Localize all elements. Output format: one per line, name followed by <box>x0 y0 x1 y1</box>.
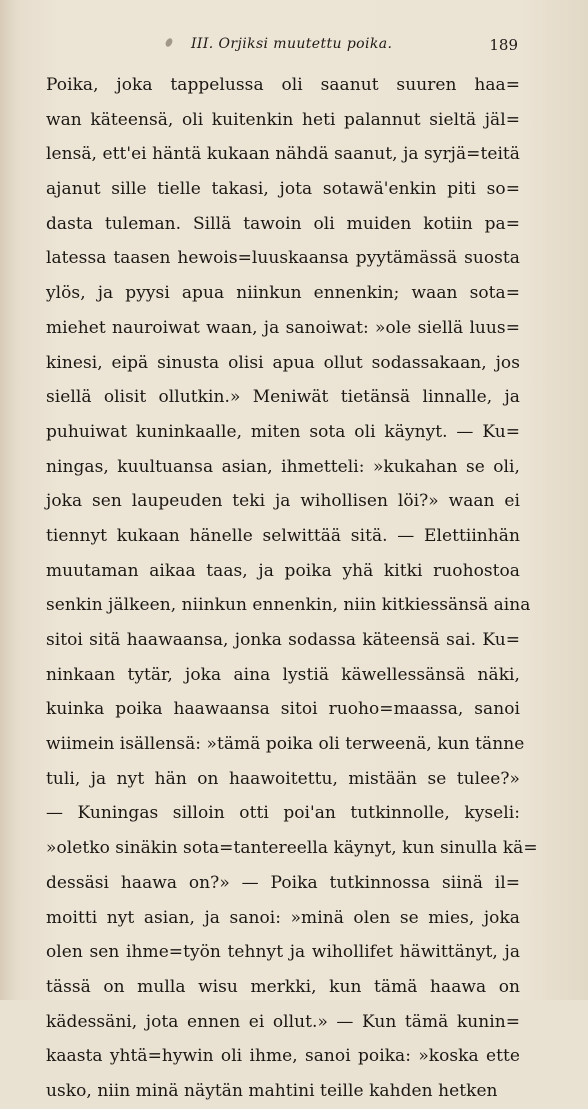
body-text <box>46 68 538 1109</box>
text-line: kinesi, eipä sinusta olisi apua ollut sodassakaan, jos <box>46 352 520 373</box>
page-header <box>0 36 588 56</box>
text-line: ninkaan tytär, joka aina lystiä käwellessänsä näki, <box>46 664 520 685</box>
text-line: latessa taasen hewois=luuskaansa pyytämässä suosta <box>46 248 520 269</box>
text-line: ningas, kuultuansa asian, ihmetteli: »kukahan se oli, <box>46 456 520 477</box>
text-line: moitti nyt asian, ja sanoi: »minä olen se mies, joka <box>46 907 520 928</box>
text-line: Poika, joka tappelussa oli saanut suuren haa= <box>46 75 520 95</box>
text-line: wiimein isällensä: »tämä poika oli terweenä, kun tänne <box>46 734 525 755</box>
text-line: dasta tuleman. Sillä tawoin oli muiden kotiin pa= <box>46 213 520 234</box>
text-line: usko, niin minä näytän mahtini teille kahden hetken <box>46 1080 498 1101</box>
text-line: puhuiwat kuninkaalle, miten sota oli käynyt. — Ku= <box>46 421 520 442</box>
text-line: joka sen laupeuden teki ja wihollisen löi?» waan ei <box>46 491 520 512</box>
running-head: III. Orjiksi muutettu poika. <box>191 36 393 52</box>
text-line: kuinka poika haawaansa sitoi ruoho=maassa, sanoi <box>46 699 520 720</box>
text-line: tuli, ja nyt hän on haawoitettu, mistään se tulee?» <box>46 768 520 789</box>
text-line: »oletko sinäkin sota=tantereella käynyt, kun sinulla kä= <box>46 838 538 859</box>
text-line: kaasta yhtä=hywin oli ihme, sanoi poika: »koska ette <box>46 1046 520 1067</box>
text-line: dessäsi haawa on?» — Poika tutkinnossa siinä il= <box>46 872 520 893</box>
text-line: wan käteensä, oli kuitenkin heti palannut sieltä jäl= <box>46 109 520 130</box>
text-line: ylös, ja pyysi apua niinkun ennenkin; waan sota= <box>46 283 520 304</box>
text-line: — Kuningas silloin otti poi'an tutkinnolle, kyseli: <box>46 803 520 824</box>
text-line: siellä olisit ollutkin.» Meniwät tietänsä linnalle, ja <box>46 387 520 408</box>
text-line: olen sen ihme=työn tehnyt ja wihollifet häwittänyt, ja <box>46 942 520 963</box>
text-line: muutaman aikaa taas, ja poika yhä kitki ruohostoa <box>46 560 520 581</box>
page-number: 189 <box>489 36 518 54</box>
text-line: ajanut sille tielle takasi, jota sotawä'enkin piti so= <box>46 179 520 200</box>
text-line: senkin jälkeen, niinkun ennenkin, niin kitkiessänsä aina <box>46 595 531 616</box>
text-line: tässä on mulla wisu merkki, kun tämä haawa on <box>46 976 520 997</box>
text-line: kädessäni, jota ennen ei ollut.» — Kun tämä kunin= <box>46 1011 520 1032</box>
text-line: sitoi sitä haawaansa, jonka sodassa käteensä sai. Ku= <box>46 630 520 650</box>
text-line: tiennyt kukaan hänelle selwittää sitä. — Elettiinhän <box>46 525 520 546</box>
text-line: lensä, ett'ei häntä kukaan nähdä saanut, ja syrjä=teitä <box>46 144 520 165</box>
text-line: miehet nauroiwat waan, ja sanoiwat: »ole siellä luus= <box>46 317 520 338</box>
